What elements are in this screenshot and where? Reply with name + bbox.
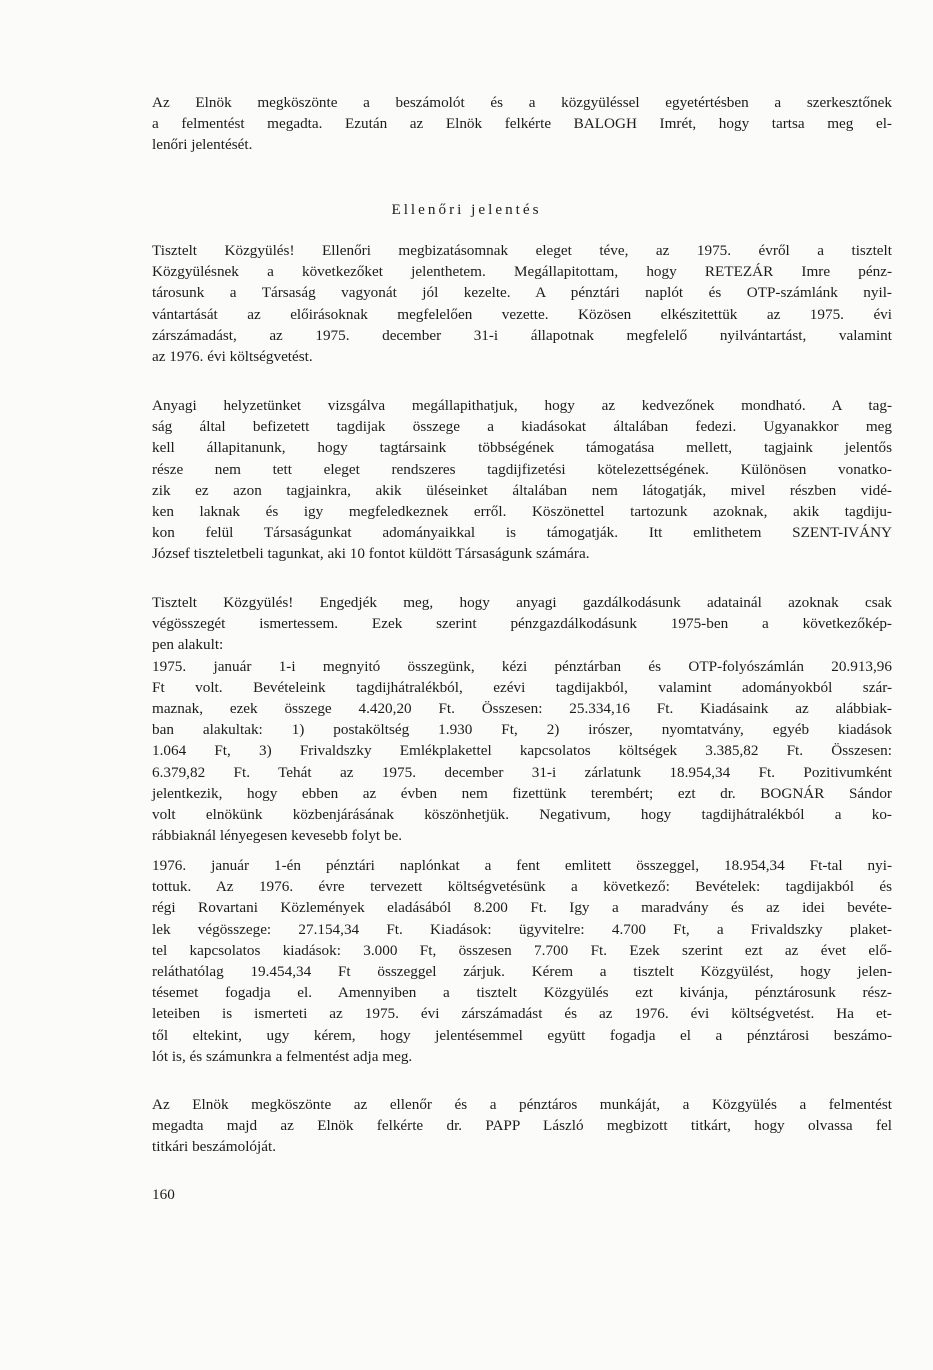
text-line: 1976. január 1-én pénztári naplónkat a fent emlitett összeggel, 18.954,34 Ft-tal nyi- — [152, 857, 892, 874]
text-line: vántartását az előirásoknak megfelelően vezette. Közösen elkészitettük az 1975. évi — [152, 305, 892, 323]
text-line: ság által befizetett tagdijak összege a kiadásokat általában fedezi. Ugyanakkor meg — [152, 418, 892, 436]
text-line: reláthatólag 19.454,34 Ft összeggel zárjuk. Kérem a tisztelt Közgyülést, hogy jelen- — [152, 963, 892, 981]
text-line: József tiszteletbeli tagunkat, aki 10 fontot küldött Társaságunk számára. — [152, 545, 590, 563]
text-line: tottuk. Az 1976. évre tervezett költségvetésünk a következő: Bevételek: tagdijakból és — [152, 878, 892, 896]
text-line: 6.379,82 Ft. Tehát az 1975. december 31-i zárlatunk 18.954,34 Ft. Pozitivumként — [152, 763, 892, 781]
page-number: 160 — [152, 1186, 175, 1203]
text-line: ban alakultak: 1) postaköltség 1.930 Ft, 2) irószer, nyomtatvány, egyéb kiadások — [152, 721, 892, 739]
text-line: kell állapitanunk, hogy tagtársaink többségének támogatása mellett, tagjaink jelentős — [152, 439, 892, 457]
text-line: lót is, és számunkra a felmentést adja meg. — [152, 1047, 413, 1065]
text-line: Az Elnök megköszönte az ellenőr és a pénztáros munkáját, a Közgyülés a felmentést — [152, 1096, 892, 1113]
text-line: Közgyülésnek a következőket jelenthetem. Megállapitottam, hogy RETEZÁR Imre pénz- — [152, 263, 892, 281]
text-line: rábbiaknál lényegesen kevesebb folyt be. — [152, 827, 403, 845]
text-line: leteiben is ismerteti az 1975. évi zárszámadást és az 1976. évi költségvetést. Ha et- — [152, 1005, 892, 1023]
text-line: végösszegét ismertessem. Ezek szerint pénzgazdálkodásunk 1975-ben a következőkép- — [152, 615, 892, 633]
text-line: zárszámadást, az 1975. december 31-i állapotnak megfelelő nyilvántartást, valamint — [152, 326, 892, 344]
text-line: Ft volt. Bevételeink tagdijhátralékból, ezévi tagdijakból, valamint adományokból szár- — [152, 678, 892, 696]
text-line: Tisztelt Közgyülés! Ellenőri megbizatásomnak eleget téve, az 1975. évről a tisztelt — [152, 242, 892, 259]
text-line: régi Rovartani Közlemények eladásából 8.200 Ft. Igy a maradvány és az idei bevéte- — [152, 899, 892, 917]
text-line: Az Elnök megköszönte a beszámolót és a közgyüléssel egyetértésben a szerkesztőnek — [152, 94, 892, 111]
text-line: től eltekint, ugy kérem, hogy jelentésemmel együtt fogadja el a pénztárosi beszámo- — [152, 1026, 892, 1044]
section-heading: Ellenőri jelentés — [391, 201, 542, 218]
text-line: Tisztelt Közgyülés! Engedjék meg, hogy anyagi gazdálkodásunk adatainál azoknak csak — [152, 594, 892, 611]
text-line: kon felül Társaságunkat adományaikkal is támogatják. Itt emlithetem SZENT-IVÁNY — [152, 524, 892, 542]
text-line: maznak, ezek összege 4.420,20 Ft. Összesen: 25.334,16 Ft. Kiadásaink az alábbiak- — [152, 700, 892, 718]
text-line: zik ez azon tagjainkra, akik üléseinket általában nem látogatják, mivel részben vidé- — [152, 481, 892, 499]
report-paragraph-4 — [152, 855, 892, 1067]
text-line: tel kapcsolatos kiadások: 3.000 Ft, összesen 7.700 Ft. Ezek szerint ezt az évet elő- — [152, 941, 892, 959]
text-line: tárosunk a Társaság vagyonát jól kezelte. A pénztári naplót és OTP-számlánk nyil- — [152, 284, 892, 302]
report-paragraph-2 — [152, 395, 892, 565]
text-line: ken laknak és igy megfeledkeznek erről. Köszönettel tartozunk azoknak, akik tagdiju- — [152, 503, 892, 521]
text-line: tésemet fogadja el. Amennyiben a tisztelt Közgyülés ezt kivánja, pénztárosunk rész- — [152, 984, 892, 1002]
text-line: volt elnökünk közbenjárásának köszönhetjük. Negativum, hogy tagdijhátralékból a ko- — [152, 806, 892, 824]
report-paragraph-1 — [152, 240, 892, 367]
text-line: része nem tett eleget rendszeres tagdijfizetési kötelezettségének. Különösen vonatko- — [152, 460, 892, 478]
text-line: 1975. január 1-i megnyitó összegünk, kézi pénztárban és OTP-folyószámlán 20.913,96 — [152, 657, 892, 675]
text-line: titkári beszámolóját. — [152, 1138, 276, 1156]
text-line: 1.064 Ft, 3) Frivaldszky Emlékplakettel kapcsolatos költségek 3.385,82 Ft. Összesen: — [152, 742, 892, 760]
report-paragraph-3 — [152, 592, 892, 846]
text-line: a felmentést megadta. Ezután az Elnök felkérte BALOGH Imrét, hogy tartsa meg el- — [152, 115, 892, 133]
intro-paragraph — [152, 92, 892, 156]
text-line: lenőri jelentését. — [152, 136, 253, 154]
text-line: Anyagi helyzetünket vizsgálva megállapithatjuk, hogy az kedvezőnek mondható. A tag- — [152, 397, 892, 414]
text-line: pen alakult: — [152, 636, 224, 654]
closing-paragraph — [152, 1094, 892, 1158]
text-line: az 1976. évi költségvetést. — [152, 348, 313, 366]
text-line: megadta majd az Elnök felkérte dr. PAPP László megbizott titkárt, hogy olvassa fel — [152, 1117, 892, 1135]
text-line: lek végösszege: 27.154,34 Ft. Kiadások: ügyvitelre: 4.700 Ft, a Frivaldszky plaket- — [152, 920, 892, 938]
text-line: jelentkezik, hogy ebben az évben nem fizettünk terembért; ezt dr. BOGNÁR Sándor — [152, 784, 892, 802]
